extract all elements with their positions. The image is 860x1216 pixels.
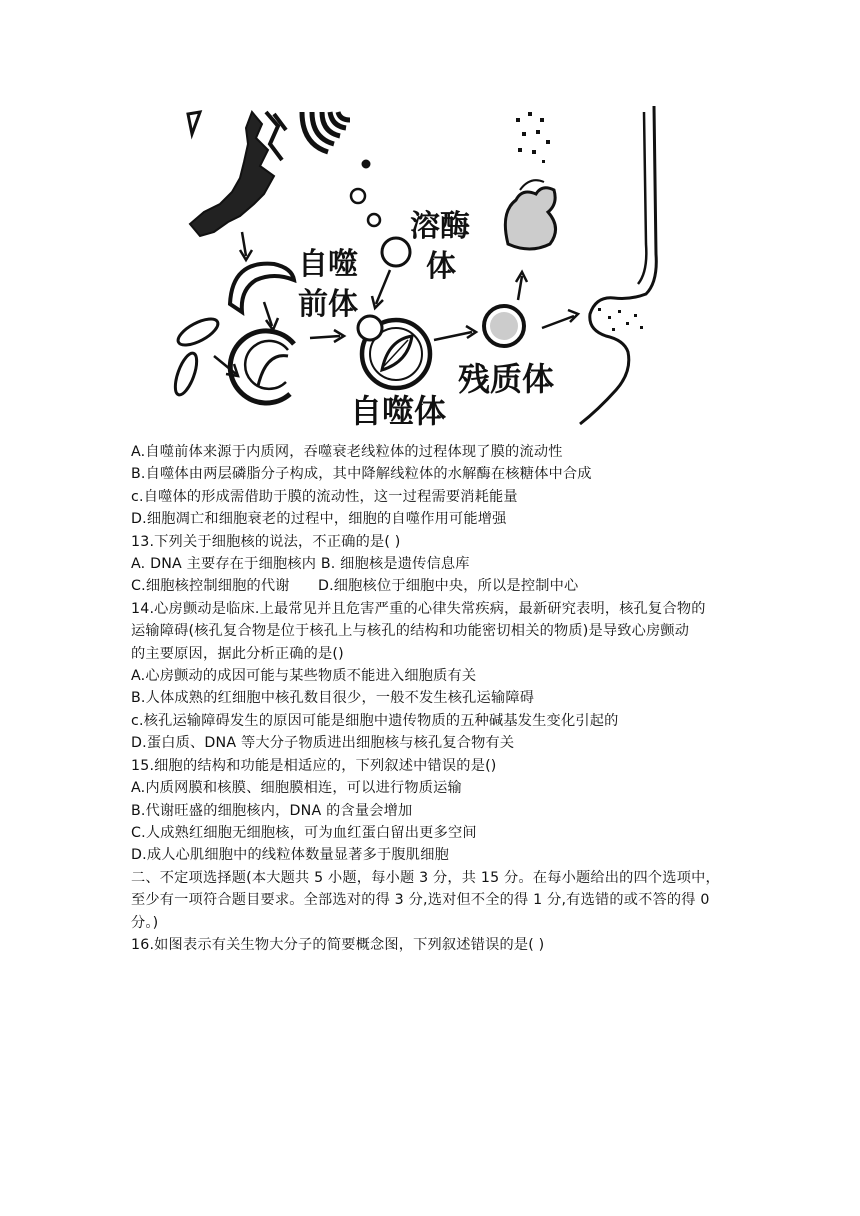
endoplasmic-reticulum — [190, 112, 274, 236]
q14-option-c: c.核孔运输障碍发生的原因可能是细胞中遗传物质的五种碱基发生变化引起的 — [131, 712, 619, 729]
q12-option-c: c.自噬体的形成需借助于膜的流动性，这一过程需要消耗能量 — [131, 488, 518, 505]
q14-option-d: D.蛋白质、DNA 等大分子物质进出细胞核与核孔复合物有关 — [131, 735, 515, 752]
q12-option-a: A.自噬前体来源于内质网，吞噬衰老线粒体的过程体现了膜的流动性 — [131, 444, 563, 460]
label-lysosome-1: 溶酶 — [410, 209, 470, 244]
vesicle — [351, 189, 365, 203]
q15-stem: 15.细胞的结构和功能是相适应的，下列叙述中错误的是() — [131, 757, 497, 774]
label-residual-body: 残质体 — [458, 360, 555, 398]
released-particles — [516, 112, 550, 163]
q14-stem-line3: 的主要原因，据此分析正确的是() — [131, 645, 344, 662]
autophagosome — [358, 316, 430, 388]
exocytosis-vesicle — [505, 188, 555, 249]
section2-heading-line1: 二、不定项选择题(本大题共 5 小题，每小题 3 分，共 15 分。在每小题给出的四个选项中， — [131, 869, 720, 886]
q15-option-d: D.成人心肌细胞中的线粒体数量显著多于腹肌细胞 — [131, 847, 449, 864]
golgi-apparatus — [302, 112, 350, 152]
q14-stem-line1: 14.心房颤动是临床.上最常见并且危害严重的心律失常疾病，最新研究表明，核孔复合物的 — [131, 600, 706, 617]
label-precursor-1: 自噬 — [298, 247, 358, 282]
label-lysosome-2: 体 — [426, 249, 456, 284]
q15-option-c: C.人成熟红细胞无细胞核，可为血红蛋白留出更多空间 — [131, 824, 477, 841]
q13-stem: 13.下列关于细胞核的说法，不正确的是( ) — [131, 533, 401, 550]
question-text — [131, 441, 741, 956]
q13-options-line1: A. DNA 主要存在于细胞核内 B. 细胞核是遗传信息库 — [131, 556, 470, 573]
q15-option-b: B.代谢旺盛的细胞核内，DNA 的含量会增加 — [131, 802, 413, 819]
q14-stem-line2: 运输障碍(核孔复合物是位于核孔上与核孔的结构和功能密切相关的物质)是导致心房颤动 — [131, 623, 690, 640]
q12-option-b: B.自噬体由两层磷脂分子构成，其中降解线粒体的水解酶在核糖体中合成 — [131, 466, 592, 483]
q13-options-line2: C.细胞核控制细胞的代谢 D.细胞核位于细胞中央，所以是控制中心 — [131, 578, 579, 595]
q14-option-b: B.人体成熟的红细胞中核孔数目很少，一般不发生核孔运输障碍 — [131, 690, 535, 707]
vesicle — [368, 214, 380, 226]
section2-heading-line3: 分。) — [131, 914, 159, 931]
label-autophagosome: 自噬体 — [350, 392, 447, 430]
mitochondrion — [174, 314, 221, 351]
label-precursor-2: 前体 — [298, 287, 358, 322]
q14-option-a: A.心房颤动的成因可能与某些物质不能进入细胞质有关 — [131, 668, 477, 685]
q16-stem: 16.如图表示有关生物大分子的简要概念图，下列叙述错误的是( ) — [131, 936, 545, 953]
autophagosome-precursor — [230, 264, 294, 312]
corner-mark — [188, 112, 200, 134]
section2-heading-line2: 至少有一项符合题目要求。全部选对的得 3 分,选对但不全的得 1 分,有选错的或不答的得 0 — [131, 892, 710, 909]
lysosome — [382, 238, 410, 266]
q15-option-a: A.内质网膜和核膜、细胞膜相连，可以进行物质运输 — [131, 780, 462, 797]
autophagy-diagram — [170, 104, 670, 434]
q12-option-d: D.细胞凋亡和细胞衰老的过程中，细胞的自噬作用可能增强 — [131, 511, 507, 528]
